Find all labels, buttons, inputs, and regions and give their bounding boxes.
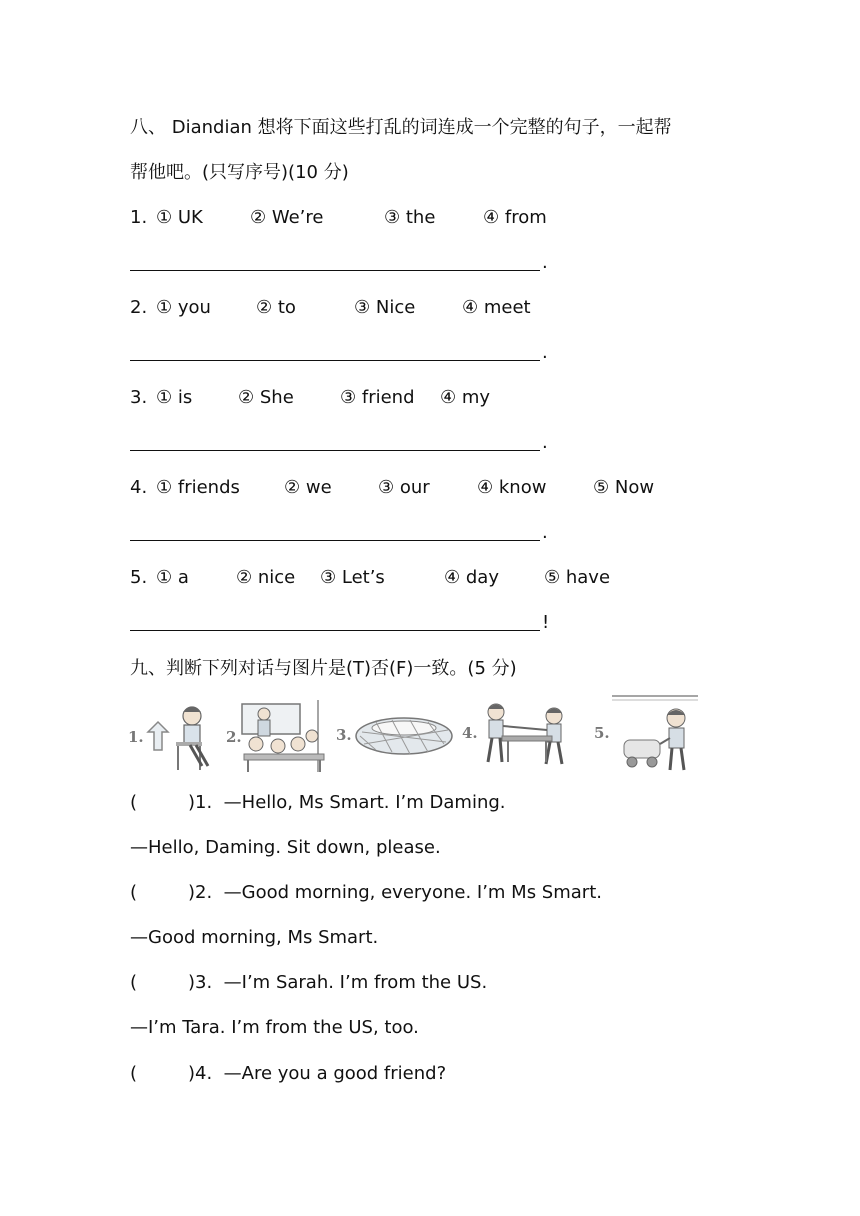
picture-number: 5. xyxy=(594,724,610,742)
word-option: ④ know xyxy=(477,477,547,498)
word-option: ② to xyxy=(256,297,296,318)
word-option: ③ Nice xyxy=(354,297,416,318)
word-option: ④ my xyxy=(440,387,491,408)
word-option: ③ friend xyxy=(340,387,415,408)
dialogue-line: —I’m Sarah. I’m from the US. xyxy=(223,972,488,993)
sentence-end-mark: . xyxy=(542,342,548,363)
picture-5 xyxy=(594,692,708,776)
word-option: ② we xyxy=(284,477,332,498)
item-number: )1. xyxy=(188,792,213,813)
picture-number: 4. xyxy=(462,724,478,742)
answer-blank[interactable] xyxy=(130,450,540,451)
section8-title-line2: 帮他吧。(只写序号)(10 分) xyxy=(130,162,349,183)
answer-paren[interactable]: ( xyxy=(130,972,138,993)
answer-blank[interactable] xyxy=(130,630,540,631)
sentence-end-mark: . xyxy=(542,522,548,543)
word-option: ③ our xyxy=(378,477,430,498)
word-option: ⑤ have xyxy=(544,567,611,588)
section8-title-line1: 八、 Diandian 想将下面这些打乱的词连成一个完整的句子，一起帮 xyxy=(130,117,672,138)
word-option: ⑤ Now xyxy=(593,477,655,498)
dialogue-line: —Hello, Ms Smart. I’m Daming. xyxy=(223,792,506,813)
answer-blank[interactable] xyxy=(130,360,540,361)
answer-blank[interactable] xyxy=(130,270,540,271)
picture-4 xyxy=(462,692,582,776)
picture-number: 3. xyxy=(336,726,352,744)
word-option: ④ from xyxy=(483,207,547,228)
word-option: ① friends xyxy=(156,477,240,498)
dialogue-reply: —I’m Tara. I’m from the US, too. xyxy=(130,1017,419,1038)
question-number: 2. xyxy=(130,297,148,318)
word-option: ④ meet xyxy=(462,297,531,318)
dialogue-question xyxy=(130,882,602,903)
word-option: ③ the xyxy=(384,207,436,228)
word-option: ② nice xyxy=(236,567,296,588)
item-number: )2. xyxy=(188,882,213,903)
boy-with-toy-illustration xyxy=(594,692,708,776)
item-number: )4. xyxy=(188,1063,213,1084)
question-number: 5. xyxy=(130,567,148,588)
question-number: 3. xyxy=(130,387,148,408)
picture-number: 2. xyxy=(226,728,242,746)
word-option: ④ day xyxy=(444,567,499,588)
answer-paren[interactable]: ( xyxy=(130,882,138,903)
word-option: ③ Let’s xyxy=(320,567,385,588)
sentence-end-mark: . xyxy=(542,432,548,453)
word-option: ① a xyxy=(156,567,189,588)
handshake-illustration xyxy=(462,692,582,776)
dialogue-question xyxy=(130,792,506,813)
stadium-illustration xyxy=(336,692,456,776)
picture-2 xyxy=(226,692,338,776)
classroom-illustration xyxy=(226,692,338,776)
word-option: ② We’re xyxy=(250,207,324,228)
answer-paren[interactable]: ( xyxy=(130,1063,138,1084)
word-option: ② She xyxy=(238,387,294,408)
dialogue-reply: —Good morning, Ms Smart. xyxy=(130,927,379,948)
dialogue-line: —Are you a good friend? xyxy=(223,1063,447,1084)
answer-paren[interactable]: ( xyxy=(130,792,138,813)
picture-3 xyxy=(336,692,456,776)
section9-title: 九、判断下列对话与图片是(T)否(F)一致。(5 分) xyxy=(130,658,517,679)
word-option: ① UK xyxy=(156,207,203,228)
dialogue-question xyxy=(130,972,487,993)
picture-1 xyxy=(128,692,214,776)
item-number: )3. xyxy=(188,972,213,993)
sentence-end-mark: . xyxy=(542,252,548,273)
question-number: 4. xyxy=(130,477,148,498)
word-option: ① you xyxy=(156,297,211,318)
word-option: ① is xyxy=(156,387,193,408)
dialogue-line: —Good morning, everyone. I’m Ms Smart. xyxy=(223,882,602,903)
dialogue-question xyxy=(130,1063,446,1084)
dialogue-reply: —Hello, Daming. Sit down, please. xyxy=(130,837,441,858)
sentence-end-mark: ! xyxy=(542,612,550,633)
question-number: 1. xyxy=(130,207,148,228)
picture-number: 1. xyxy=(128,728,144,746)
answer-blank[interactable] xyxy=(130,540,540,541)
picture-strip xyxy=(128,692,708,776)
